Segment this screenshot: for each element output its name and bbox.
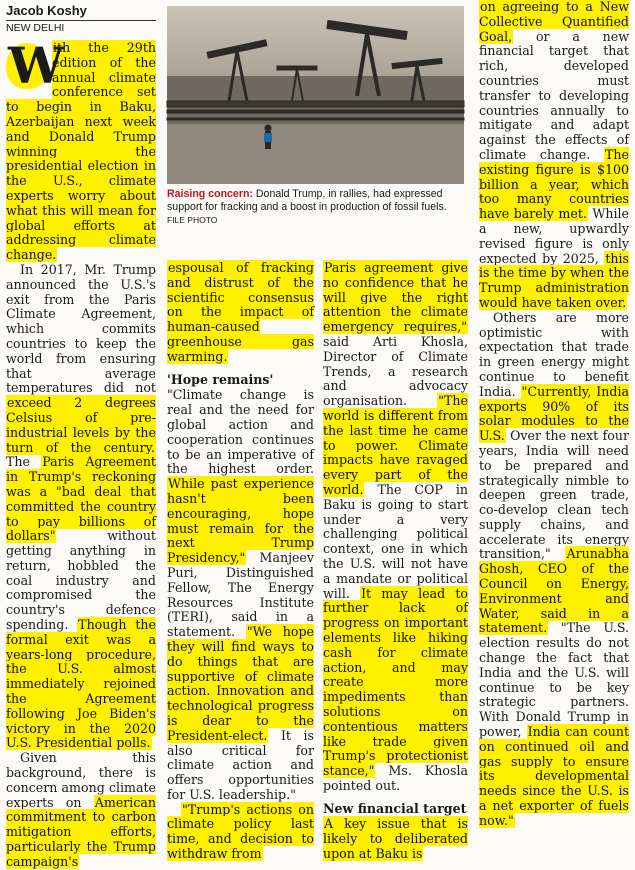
paragraph	[167, 261, 314, 365]
paragraph	[323, 817, 468, 861]
highlighted-text: It may lead to further lack of progress on important elements like hiking cash for climate action, and may create more impediments than solutions on contentious matters like trade given Trump's protectionist stance,"	[323, 585, 468, 779]
body-text: Manjeev Puri, Distinguished Fellow, The Energy Resources Institute (TERI), said in a statement.	[167, 550, 314, 640]
highlighted-text: A key issue that is likely to deliberated upon at Baku is	[323, 816, 468, 862]
highlighted-text: The existing figure is $100 billion a year, which too many countries have barely met.	[479, 146, 629, 222]
body-text: Given this background, there is concern among climate experts on	[6, 750, 156, 810]
body-text: or a new financial target that rich, developed countries must transfer to developing countries annually to mitigate and adapt against the effects of climate change.	[479, 28, 629, 162]
dropcap: W	[8, 36, 65, 95]
highlighted-text: espousal of fracking and distrust of the scientific consensus on the impact of human-caused greenhouse gas warming.	[167, 260, 314, 364]
highlighted-text: Arunabha Ghosh, CEO of the Council on Energy, Environment and Water, said in a statement.	[479, 546, 629, 636]
body-text: Over the next four years, India will need to be prepared and strategically nimble to deepen green trade, co-develop clean tech supply chains, and accelerate its energy transition,"	[479, 428, 629, 562]
body-text: "The U.S. election results do not change the fact that India and the U.S. will continue to be key strategic partners. With Donald Trump in power,	[479, 620, 629, 740]
body-text: Others are more optimistic with expectation that trade in green energy might continue to benefit India.	[479, 309, 629, 399]
highlighted-text: ith the 29th edition of the annual climate conference set to begin in Baku, Azerbaijan next week and Donald Trump winning the presidential election in the U.S., climate experts worry about what this will mean for global efforts at addressing climate change.	[6, 40, 156, 263]
highlighted-text: Paris agreement give no confidence that he will give the right attention the climate emergency requires,"	[323, 260, 468, 335]
subheading: New financial target	[323, 800, 467, 816]
photo-credit: FILE PHOTO	[167, 215, 218, 225]
body-text: said Arti Khosla, Director of Climate Trends, a research and advocacy organisation.	[323, 333, 468, 409]
body-text: While a new, upwardly revised figure is only expected by 2025,	[479, 206, 629, 266]
highlighted-text: on agreeing to a New Collective Quantified Goal,	[479, 0, 629, 44]
body-text: "Climate change is real and the need for global action and cooperation continues to be an imperative of the highest order.	[167, 387, 314, 477]
dateline: NEW DELHI	[6, 20, 156, 35]
paragraph	[6, 263, 156, 751]
highlighted-text: "The world is different from the last time he came to power. Climate impacts have ravaged every part of the world.	[323, 393, 468, 497]
body-text: It is also critical for climate action and offers opportunities for U.S. leadership."	[167, 727, 314, 802]
highlighted-text: Though the formal exit was a years-long procedure, the U.S. almost immediately rejoined the Agreement following Joe Biden's victory in the 2020 U.S. Presidential polls.	[6, 617, 156, 751]
body-text: The	[6, 454, 42, 470]
body-text: The COP in Baku is going to start under a very challenging political context, one in which the U.S. will not have a mandate or political will.	[323, 481, 468, 601]
paragraph	[479, 311, 629, 829]
body-text: without getting anything in return, hobbled the coal industry and compromised the country's defence spending.	[6, 528, 156, 633]
caption-text: Donald Trump, in rallies, had expressed support for fracking and a boost in production of fossil fuels.	[167, 188, 447, 213]
article-column-3	[323, 261, 468, 862]
body-text: In 2017, Mr. Trump announced the U.S.'s exit from the Paris Climate Agreement, which commits countries to keep the world from ensuring that average temperatures did not	[6, 261, 156, 396]
paragraph	[6, 751, 156, 869]
article-column-2	[167, 261, 314, 862]
highlighted-text: exceed 2 degrees Celsius of pre-industrial levels by the turn of the century.	[6, 395, 156, 455]
paragraph	[167, 388, 314, 802]
photo-caption	[167, 188, 467, 227]
highlighted-text: this is the time by when the Trump administration would have taken over.	[479, 250, 629, 310]
paragraph	[479, 0, 629, 311]
highlighted-text: India can count on continued oil and gas supply to ensure its developmental needs since the U.S. is a net exporter of fuels now."	[479, 724, 629, 828]
lead-paragraph	[6, 36, 156, 263]
highlighted-text: While past experience hasn't been encouraging, hope must remain for the next Trump Presidency,"	[167, 476, 314, 566]
article-column-4	[479, 0, 629, 829]
highlighted-text: "Trump's actions on climate policy last time, and decision to withdraw from	[167, 801, 314, 862]
caption-label: Raising concern:	[167, 188, 253, 200]
paragraph	[323, 261, 468, 794]
paragraph	[167, 803, 314, 862]
news-photo	[167, 6, 464, 184]
highlighted-text: "Currently, India exports 90% of its solar modules to the U.S.	[479, 383, 629, 444]
article-column-1	[6, 0, 156, 870]
subheading: 'Hope remains'	[167, 371, 274, 387]
body-text: Ms. Khosla pointed out.	[323, 763, 468, 793]
highlighted-text: Paris Agreement in Trump's reckoning was a "bad deal that committed the country to pay billions of dollars"	[6, 454, 156, 544]
pumpjack-field-image	[167, 6, 464, 184]
author-byline: Jacob Koshy	[6, 3, 87, 18]
highlighted-text: American commitment to carbon mitigation efforts, particularly the Trump campaign's	[6, 794, 156, 869]
highlighted-text: "We hope they will find ways to do things that are supportive of climate action. Innovation and technological progress is dear to the President-elect.	[167, 624, 314, 743]
